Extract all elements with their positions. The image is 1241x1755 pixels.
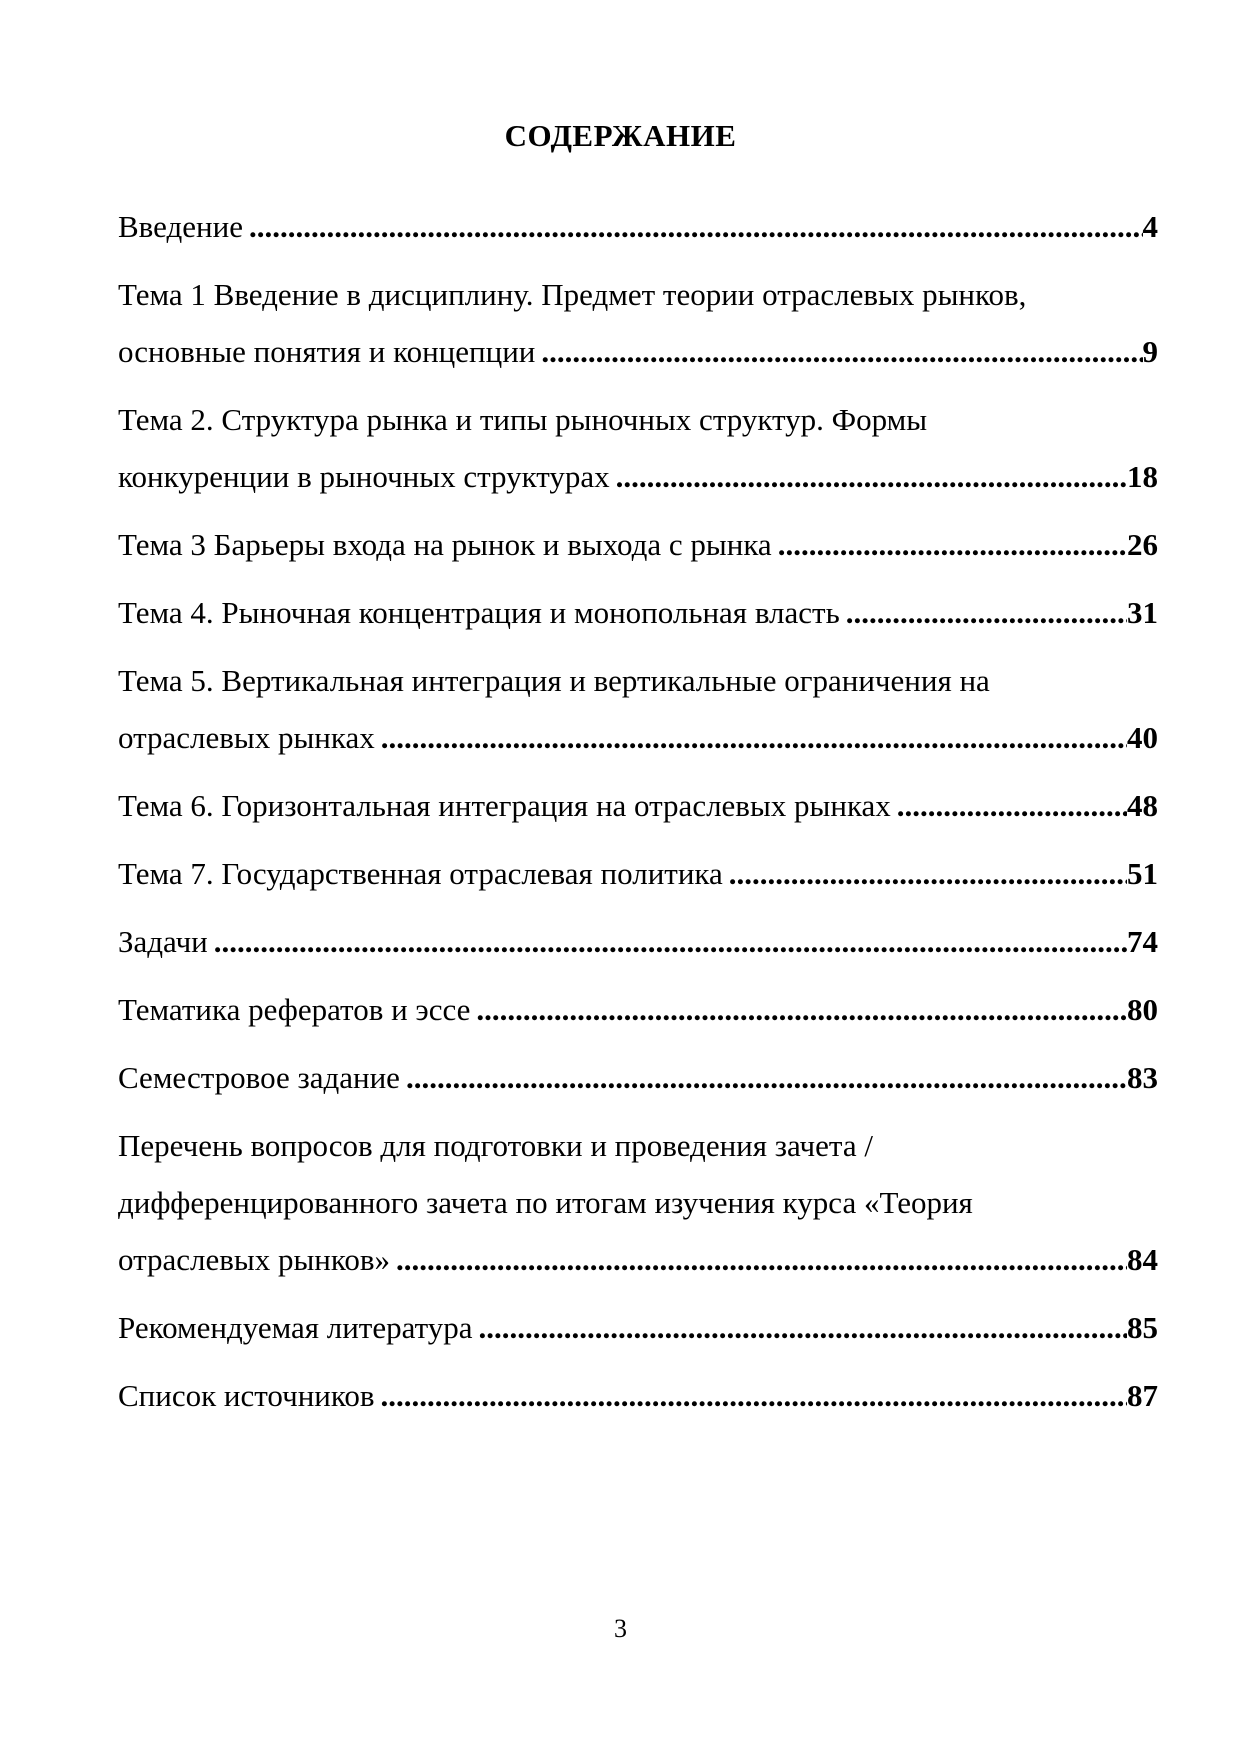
toc-entry-row: [118, 584, 1158, 641]
toc-entry-label: Тема 3 Барьеры входа на рынок и выхода с рынка: [118, 527, 772, 562]
toc-entry-label: Тема 7. Государственная отраслевая политика: [118, 856, 723, 891]
dot-leader: [396, 1231, 1127, 1288]
dot-leader: [541, 323, 1142, 380]
toc-entry-line: Тема 1 Введение в дисциплину. Предмет теории отраслевых рынков,: [118, 277, 1027, 312]
toc-entry-label: Тема 6. Горизонтальная интеграция на отраслевых рынках: [118, 788, 891, 823]
toc-entry-row: [118, 777, 1158, 834]
toc-entry-page-number: 26: [1127, 527, 1158, 562]
toc-entry[interactable]: [118, 516, 1158, 573]
toc-entry-label: Рекомендуемая литература: [118, 1310, 473, 1345]
toc-entry[interactable]: [118, 777, 1158, 834]
dot-leader: [381, 1367, 1127, 1424]
toc-entry-page-number: 84: [1127, 1242, 1158, 1277]
toc-entry-row: [118, 1049, 1158, 1106]
toc-entry-row: [118, 1299, 1158, 1356]
toc-entry-page-number: 9: [1142, 334, 1158, 369]
toc-entry-label: Семестровое задание: [118, 1060, 400, 1095]
toc-entry-page-number: 31: [1127, 595, 1158, 630]
toc-entry-page-number: 85: [1127, 1310, 1158, 1345]
toc-entry[interactable]: [118, 652, 1158, 766]
dot-leader: [381, 709, 1127, 766]
toc-entry-row: [118, 845, 1158, 902]
toc-entry[interactable]: [118, 584, 1158, 641]
dot-leader: [846, 584, 1127, 641]
toc-entry-page-number: 4: [1142, 209, 1158, 244]
toc-entry-row: [118, 323, 1158, 380]
toc-entry-page-number: 18: [1127, 459, 1158, 494]
toc-entry-label: Тема 4. Рыночная концентрация и монопольная власть: [118, 595, 840, 630]
toc-entry-label: Задачи: [118, 924, 208, 959]
toc-entry[interactable]: [118, 266, 1158, 380]
toc-entry-row: [118, 516, 1158, 573]
toc-entry[interactable]: [118, 1049, 1158, 1106]
toc-entry-row: [118, 1367, 1158, 1424]
toc-entry-label: отраслевых рынков»: [118, 1242, 391, 1277]
toc-entry-row: [118, 709, 1158, 766]
toc-entry-page-number: 51: [1127, 856, 1158, 891]
toc-entry-page-number: 83: [1127, 1060, 1158, 1095]
toc-entry-page-number: 48: [1127, 788, 1158, 823]
dot-leader: [406, 1049, 1127, 1106]
toc-entry-label: конкуренции в рыночных структурах: [118, 459, 610, 494]
toc-entry-row: [118, 1231, 1158, 1288]
dot-leader: [478, 1299, 1127, 1356]
toc-entry-label: отраслевых рынках: [118, 720, 375, 755]
toc-entry-page-number: 40: [1127, 720, 1158, 755]
dot-leader: [897, 777, 1127, 834]
dot-leader: [729, 845, 1127, 902]
toc-entry-line: дифференцированного зачета по итогам изучения курса «Теория: [118, 1185, 973, 1220]
toc-entry[interactable]: [118, 913, 1158, 970]
dot-leader: [778, 516, 1127, 573]
dot-leader: [214, 913, 1127, 970]
dot-leader: [476, 981, 1127, 1038]
toc-entry-label: Тематика рефератов и эссе: [118, 992, 471, 1027]
page-number: 3: [614, 1614, 627, 1643]
toc-entry-line: Перечень вопросов для подготовки и проведения зачета /: [118, 1128, 873, 1163]
table-of-contents: [118, 198, 1158, 1424]
toc-entry-page-number: 87: [1127, 1378, 1158, 1413]
toc-entry[interactable]: [118, 1367, 1158, 1424]
toc-entry[interactable]: [118, 845, 1158, 902]
toc-entry-label: Введение: [118, 209, 243, 244]
toc-entry-row: [118, 198, 1158, 255]
toc-entry-line: Тема 5. Вертикальная интеграция и вертикальные ограничения на: [118, 663, 990, 698]
toc-entry-row: [118, 913, 1158, 970]
toc-entry-page-number: 74: [1127, 924, 1158, 959]
toc-entry[interactable]: [118, 391, 1158, 505]
toc-entry-line: Тема 2. Структура рынка и типы рыночных структур. Формы: [118, 402, 928, 437]
page-title: СОДЕРЖАНИЕ: [504, 118, 737, 153]
toc-entry[interactable]: [118, 981, 1158, 1038]
toc-entry-row: [118, 448, 1158, 505]
toc-entry-row: [118, 981, 1158, 1038]
dot-leader: [616, 448, 1127, 505]
toc-entry-page-number: 80: [1127, 992, 1158, 1027]
toc-entry[interactable]: [118, 1117, 1158, 1288]
toc-entry[interactable]: [118, 198, 1158, 255]
dot-leader: [249, 198, 1143, 255]
toc-entry[interactable]: [118, 1299, 1158, 1356]
toc-entry-label: основные понятия и концепции: [118, 334, 536, 369]
toc-entry-label: Список источников: [118, 1378, 375, 1413]
